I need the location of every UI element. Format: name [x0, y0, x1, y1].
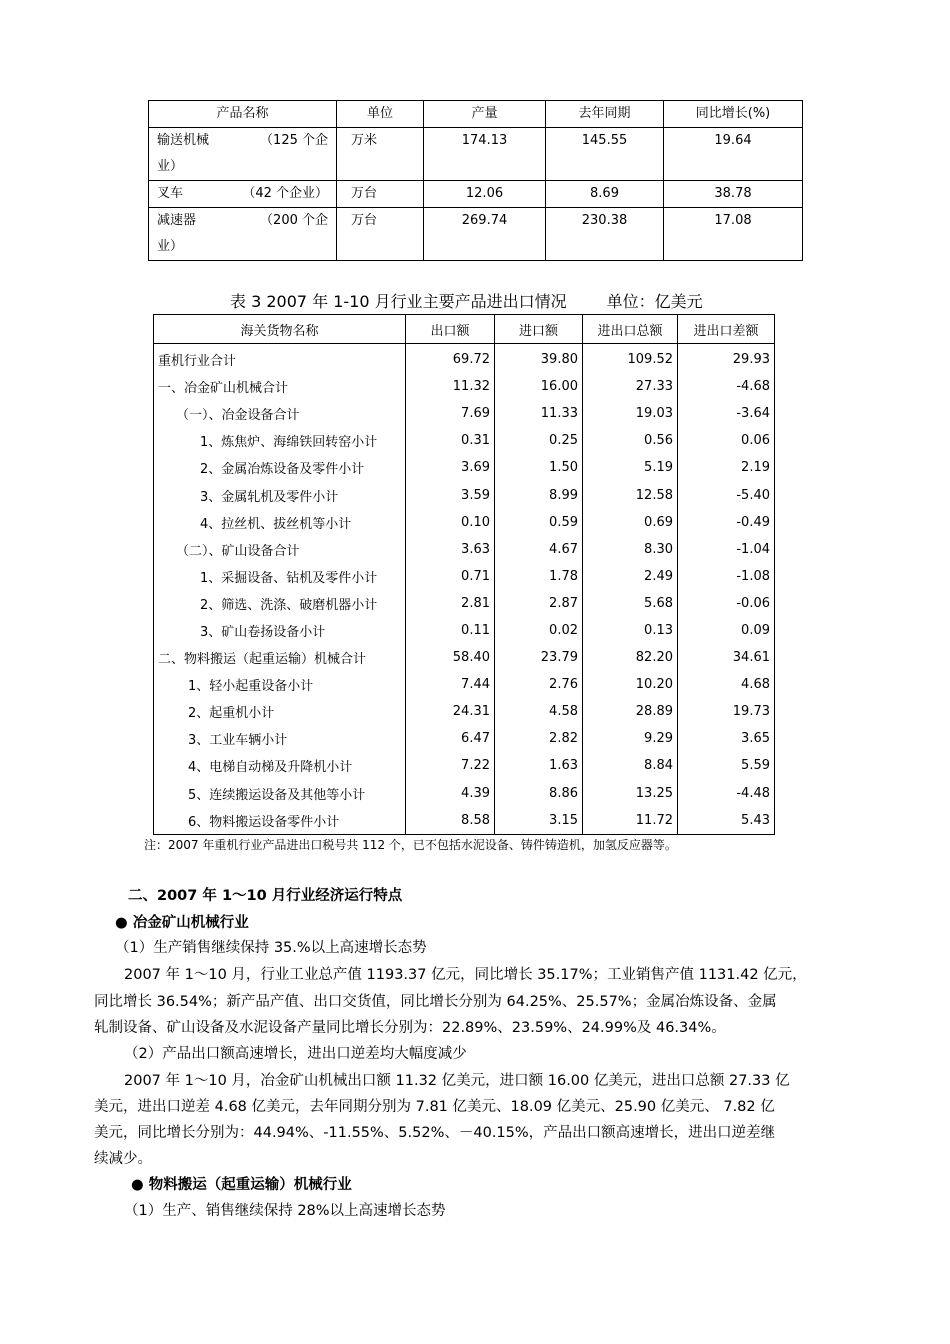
product-note-cont: 业） [157, 239, 184, 254]
goods-name-cell: 二、物料搬运（起重运输）机械合计 [154, 644, 406, 671]
import-cell: 0.59 [495, 509, 583, 536]
table-row [154, 563, 775, 590]
paragraph-2-line-4: 续减少。 [94, 1151, 152, 1167]
production-table [148, 100, 803, 261]
diff-cell: -4.68 [678, 373, 775, 400]
export-cell: 4.39 [406, 780, 495, 807]
header-goods-name: 海关货物名称 [154, 315, 406, 344]
diff-cell: 0.09 [678, 617, 775, 644]
header-total: 进出口总额 [583, 315, 678, 344]
production-table-header [149, 101, 803, 128]
table-row [154, 481, 775, 508]
header-output: 产量 [424, 101, 546, 128]
export-cell: 3.59 [406, 481, 495, 508]
diff-cell: -0.49 [678, 509, 775, 536]
goods-name-cell: 重机行业合计 [154, 344, 406, 374]
diff-cell: 34.61 [678, 644, 775, 671]
import-cell: 3.15 [495, 807, 583, 835]
export-cell: 0.31 [406, 427, 495, 454]
export-cell: 8.58 [406, 807, 495, 835]
table-row [154, 536, 775, 563]
product-name-cell [149, 128, 337, 181]
goods-name-cell: 6、物料搬运设备零件小计 [154, 807, 406, 835]
diff-cell: -4.48 [678, 780, 775, 807]
import-cell: 0.25 [495, 427, 583, 454]
output-cell: 174.13 [424, 128, 546, 181]
total-cell: 11.72 [583, 807, 678, 835]
bullet-metallurgy-mining: ● 冶金矿山机械行业 [115, 915, 249, 931]
total-cell: 0.56 [583, 427, 678, 454]
paragraph-2-line-2: 美元，进出口逆差 4.68 亿美元，去年同期分别为 7.81 亿美元、18.09 亿美元、25.90 亿美元、 7.82 亿 [94, 1099, 775, 1115]
import-cell: 4.67 [495, 536, 583, 563]
goods-name-cell: 3、金属轧机及零件小计 [154, 481, 406, 508]
goods-name-cell: 3、工业车辆小计 [154, 725, 406, 752]
subheading-2: （2）产品出口额高速增长，进出口逆差均大幅度减少 [124, 1046, 467, 1062]
export-cell: 69.72 [406, 344, 495, 374]
goods-name-cell: 一、冶金矿山机械合计 [154, 373, 406, 400]
table-row [154, 807, 775, 835]
import-export-table [153, 314, 775, 835]
table-row [154, 509, 775, 536]
import-cell: 23.79 [495, 644, 583, 671]
header-export: 出口额 [406, 315, 495, 344]
table-row [154, 344, 775, 374]
total-cell: 0.69 [583, 509, 678, 536]
product-name: 叉车 [157, 186, 184, 201]
export-cell: 0.71 [406, 563, 495, 590]
goods-name-cell: 5、连续搬运设备及其他等小计 [154, 780, 406, 807]
paragraph-1-line-3: 轧制设备、矿山设备及水泥设备产量同比增长分别为：22.89%、23.59%、24.99%及 46.34%。 [94, 1020, 726, 1036]
table3-title: 表 3 2007 年 1-10 月行业主要产品进出口情况 [230, 292, 567, 311]
total-cell: 8.30 [583, 536, 678, 563]
growth-cell: 17.08 [664, 208, 803, 261]
total-cell: 5.68 [583, 590, 678, 617]
diff-cell: -0.06 [678, 590, 775, 617]
header-unit: 单位 [337, 101, 424, 128]
diff-cell: 19.73 [678, 698, 775, 725]
import-cell: 1.50 [495, 454, 583, 481]
total-cell: 12.58 [583, 481, 678, 508]
section-heading: 二、2007 年 1～10 月行业经济运行特点 [128, 888, 403, 904]
goods-name-cell: （一）、冶金设备合计 [154, 400, 406, 427]
unit-cell: 万台 [337, 181, 424, 208]
export-cell: 3.69 [406, 454, 495, 481]
output-cell: 12.06 [424, 181, 546, 208]
import-export-table-header [154, 315, 775, 344]
table-row [154, 400, 775, 427]
table-row [149, 208, 803, 261]
export-cell: 58.40 [406, 644, 495, 671]
goods-name-cell: 2、筛选、洗涤、破磨机器小计 [154, 590, 406, 617]
import-cell: 1.78 [495, 563, 583, 590]
export-cell: 7.69 [406, 400, 495, 427]
paragraph-2-line-3: 美元，同比增长分别为：44.94%、-11.55%、5.52%、－40.15%，产品出口额高速增长，进出口逆差继 [94, 1125, 776, 1141]
goods-name-cell: 1、轻小起重设备小计 [154, 671, 406, 698]
total-cell: 13.25 [583, 780, 678, 807]
import-cell: 2.76 [495, 671, 583, 698]
diff-cell: 5.59 [678, 752, 775, 779]
table-row [154, 780, 775, 807]
import-cell: 8.86 [495, 780, 583, 807]
table3-unit: 单位：亿美元 [606, 292, 703, 311]
product-name-cell [149, 208, 337, 261]
table-row [154, 752, 775, 779]
product-note: （42 个企业） [242, 186, 328, 201]
goods-name-cell: 4、拉丝机、拔丝机等小计 [154, 509, 406, 536]
goods-name-cell: 2、起重机小计 [154, 698, 406, 725]
diff-cell: -5.40 [678, 481, 775, 508]
goods-name-cell: 4、电梯自动梯及升降机小计 [154, 752, 406, 779]
goods-name-cell: 2、金属冶炼设备及零件小计 [154, 454, 406, 481]
import-cell: 2.82 [495, 725, 583, 752]
table-row [154, 454, 775, 481]
total-cell: 8.84 [583, 752, 678, 779]
subheading-3: （1）生产、销售继续保持 28%以上高速增长态势 [124, 1203, 446, 1219]
goods-name-cell: 1、炼焦炉、海绵铁回转窑小计 [154, 427, 406, 454]
total-cell: 0.13 [583, 617, 678, 644]
product-note: （125 个企 [260, 133, 328, 148]
paragraph-1-line-2: 同比增长 36.54%；新产品产值、出口交货值，同比增长分别为 64.25%、25.57%；金属冶炼设备、金属 [94, 994, 777, 1010]
unit-cell: 万米 [337, 128, 424, 181]
diff-cell: 0.06 [678, 427, 775, 454]
subheading-1: （1）生产销售继续保持 35.%以上高速增长态势 [115, 940, 427, 956]
growth-cell: 19.64 [664, 128, 803, 181]
export-cell: 11.32 [406, 373, 495, 400]
table-row [154, 725, 775, 752]
import-cell: 16.00 [495, 373, 583, 400]
table-row [154, 427, 775, 454]
export-cell: 24.31 [406, 698, 495, 725]
product-name-cell [149, 181, 337, 208]
table-row [154, 373, 775, 400]
table-row [154, 698, 775, 725]
diff-cell: 3.65 [678, 725, 775, 752]
export-cell: 3.63 [406, 536, 495, 563]
last-year-cell: 230.38 [546, 208, 664, 261]
last-year-cell: 8.69 [546, 181, 664, 208]
last-year-cell: 145.55 [546, 128, 664, 181]
total-cell: 9.29 [583, 725, 678, 752]
product-name: 输送机械 [157, 133, 210, 148]
header-diff: 进出口差额 [678, 315, 775, 344]
diff-cell: 29.93 [678, 344, 775, 374]
import-cell: 8.99 [495, 481, 583, 508]
total-cell: 27.33 [583, 373, 678, 400]
table-row [154, 590, 775, 617]
table-row [149, 181, 803, 208]
table3-caption [230, 289, 703, 312]
import-export-table-body [154, 344, 775, 835]
bullet-material-handling: ● 物料搬运（起重运输）机械行业 [131, 1177, 352, 1193]
total-cell: 2.49 [583, 563, 678, 590]
table-row [149, 128, 803, 181]
table-row [154, 671, 775, 698]
total-cell: 5.19 [583, 454, 678, 481]
product-name: 减速器 [157, 213, 197, 228]
import-cell: 1.63 [495, 752, 583, 779]
header-import: 进口额 [495, 315, 583, 344]
diff-cell: -1.04 [678, 536, 775, 563]
export-cell: 0.11 [406, 617, 495, 644]
import-cell: 11.33 [495, 400, 583, 427]
total-cell: 19.03 [583, 400, 678, 427]
paragraph-2-line-1: 2007 年 1～10 月，冶金矿山机械出口额 11.32 亿美元，进口额 16.00 亿美元，进出口总额 27.33 亿 [124, 1073, 790, 1089]
export-cell: 7.22 [406, 752, 495, 779]
product-note: （200 个企 [260, 213, 328, 228]
growth-cell: 38.78 [664, 181, 803, 208]
total-cell: 82.20 [583, 644, 678, 671]
unit-cell: 万台 [337, 208, 424, 261]
total-cell: 10.20 [583, 671, 678, 698]
header-growth: 同比增长(%) [664, 101, 803, 128]
diff-cell: 5.43 [678, 807, 775, 835]
import-cell: 39.80 [495, 344, 583, 374]
paragraph-1-line-1: 2007 年 1～10 月，行业工业总产值 1193.37 亿元，同比增长 35.17%；工业销售产值 1131.42 亿元， [124, 967, 807, 983]
diff-cell: 2.19 [678, 454, 775, 481]
diff-cell: -3.64 [678, 400, 775, 427]
export-cell: 2.81 [406, 590, 495, 617]
diff-cell: 4.68 [678, 671, 775, 698]
import-cell: 4.58 [495, 698, 583, 725]
import-cell: 0.02 [495, 617, 583, 644]
goods-name-cell: 1、采掘设备、钻机及零件小计 [154, 563, 406, 590]
export-cell: 6.47 [406, 725, 495, 752]
table-row [154, 644, 775, 671]
product-note-cont: 业） [157, 159, 184, 174]
table-row [154, 617, 775, 644]
output-cell: 269.74 [424, 208, 546, 261]
header-last-year: 去年同期 [546, 101, 664, 128]
goods-name-cell: （二）、矿山设备合计 [154, 536, 406, 563]
total-cell: 109.52 [583, 344, 678, 374]
export-cell: 7.44 [406, 671, 495, 698]
export-cell: 0.10 [406, 509, 495, 536]
table3-note: 注：2007 年重机行业产品进出口税号共 112 个，已不包括水泥设备、铸件铸造机，加氢反应器等。 [144, 838, 677, 852]
goods-name-cell: 3、矿山卷扬设备小计 [154, 617, 406, 644]
diff-cell: -1.08 [678, 563, 775, 590]
import-cell: 2.87 [495, 590, 583, 617]
header-product-name: 产品名称 [149, 101, 337, 128]
total-cell: 28.89 [583, 698, 678, 725]
